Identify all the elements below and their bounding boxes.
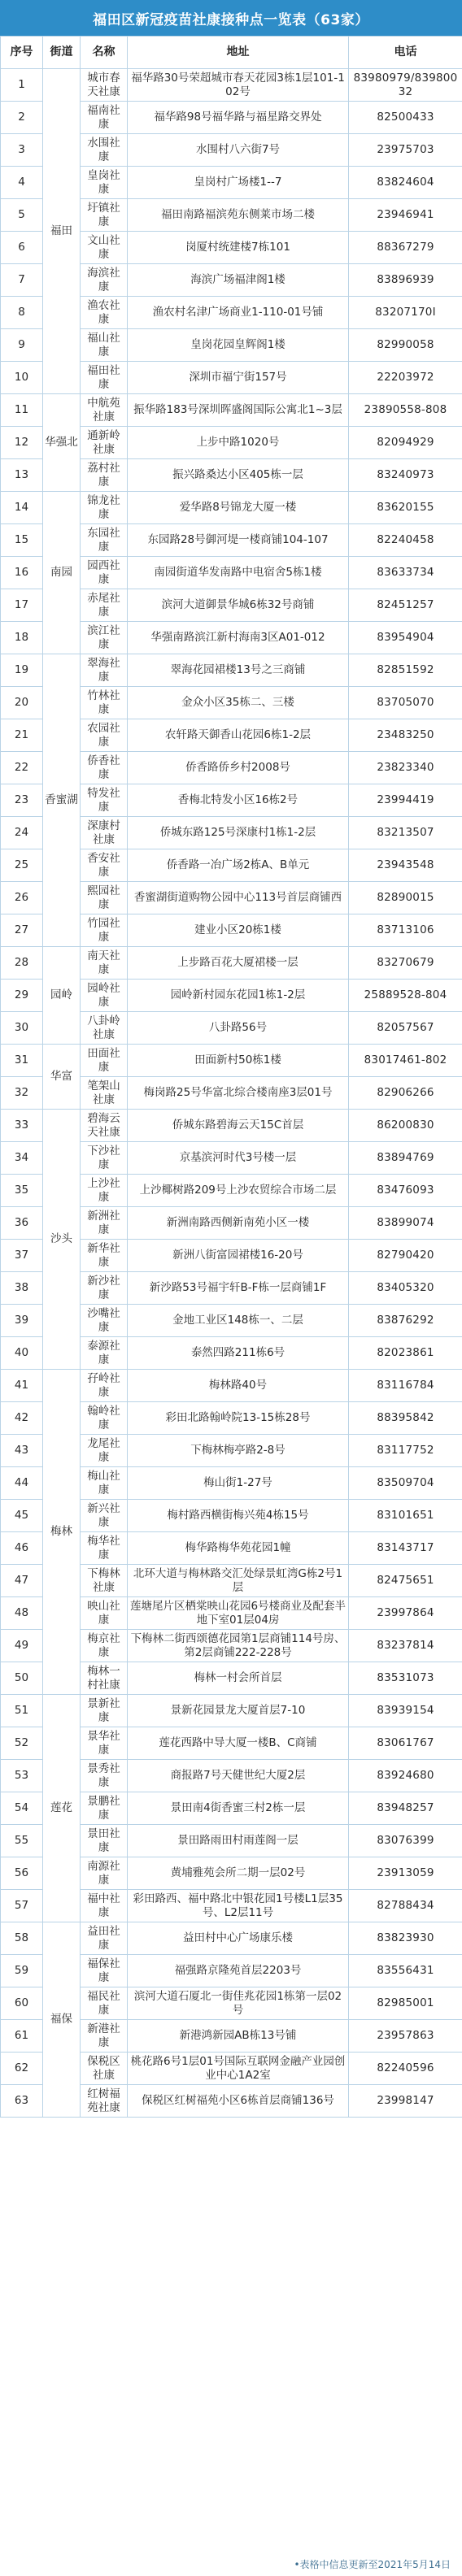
site-phone: 83620155: [349, 492, 462, 524]
header-address: 地址: [128, 37, 349, 69]
jiedao-cell: 沙头: [43, 1110, 81, 1370]
site-phone: 82475651: [349, 1565, 462, 1597]
site-name: 福山社康: [81, 329, 128, 362]
site-phone: 83270679: [349, 947, 462, 980]
row-number: 26: [1, 882, 43, 914]
site-name: 通新岭社康: [81, 427, 128, 459]
site-name: 熙园社康: [81, 882, 128, 914]
site-name: 笔架山社康: [81, 1077, 128, 1110]
site-name: 中航苑社康: [81, 394, 128, 427]
row-number: 17: [1, 589, 43, 622]
row-number: 56: [1, 1857, 43, 1890]
site-name: 锦龙社康: [81, 492, 128, 524]
site-address: 金众小区35栋二、三楼: [128, 687, 349, 719]
row-number: 3: [1, 134, 43, 167]
site-phone: 83017461-802: [349, 1045, 462, 1077]
site-name: 福保社康: [81, 1955, 128, 1987]
site-address: 下梅林梅亭路2-8号: [128, 1435, 349, 1467]
site-phone: 23997864: [349, 1597, 462, 1630]
site-phone: 82451257: [349, 589, 462, 622]
row-number: 27: [1, 914, 43, 947]
site-address: 莲花西路中导大厦一楼B、C商铺: [128, 1727, 349, 1760]
site-name: 八卦岭社康: [81, 1012, 128, 1045]
row-number: 45: [1, 1500, 43, 1532]
site-name: 田面社康: [81, 1045, 128, 1077]
site-address: 梅山街1-27号: [128, 1467, 349, 1500]
site-address: 滨河大道石厦北一街佳兆花园1栋第一层02号: [128, 1987, 349, 2020]
site-address: 香梅北特发小区16栋2号: [128, 784, 349, 817]
site-address: 水围村八六街7号: [128, 134, 349, 167]
site-name: 渔农社康: [81, 297, 128, 329]
site-address: 北环大道与梅林路交汇处绿景虹湾G栋2号1层: [128, 1565, 349, 1597]
row-number: 60: [1, 1987, 43, 2020]
site-address: 梅岗路25号华富北综合楼南座3层01号: [128, 1077, 349, 1110]
row-number: 44: [1, 1467, 43, 1500]
site-name: 翰岭社康: [81, 1402, 128, 1435]
site-name: 文山社康: [81, 232, 128, 264]
row-number: 59: [1, 1955, 43, 1987]
site-address: 莲塘尾片区栖棠映山花园6号楼商业及配套半地下室01层04房: [128, 1597, 349, 1630]
site-name: 竹园社康: [81, 914, 128, 947]
row-number: 15: [1, 524, 43, 557]
site-name: 香安社康: [81, 849, 128, 882]
site-phone: 23913059: [349, 1857, 462, 1890]
site-name: 碧海云天社康: [81, 1110, 128, 1142]
table-row: [1, 1110, 462, 1142]
site-phone: 83713106: [349, 914, 462, 947]
site-phone: 83899074: [349, 1207, 462, 1240]
site-phone: 23823340: [349, 752, 462, 784]
site-address: 香蜜湖街道购物公园中心113号首层商铺西: [128, 882, 349, 914]
row-number: 4: [1, 167, 43, 199]
site-phone: 82094929: [349, 427, 462, 459]
row-number: 62: [1, 2053, 43, 2085]
site-phone: 82240458: [349, 524, 462, 557]
site-address: 爱华路8号锦龙大厦一楼: [128, 492, 349, 524]
site-phone: 83633734: [349, 557, 462, 589]
row-number: 40: [1, 1337, 43, 1370]
site-address: 景新花园景龙大厦首层7-10: [128, 1695, 349, 1727]
jiedao-cell: 香蜜湖: [43, 654, 81, 947]
site-phone: 83143717: [349, 1532, 462, 1565]
site-address: 新洲南路西侧新南苑小区一楼: [128, 1207, 349, 1240]
site-phone: 83556431: [349, 1955, 462, 1987]
jiedao-cell: 福田: [43, 69, 81, 394]
header-name: 名称: [81, 37, 128, 69]
row-number: 58: [1, 1922, 43, 1955]
site-phone: 83876292: [349, 1305, 462, 1337]
site-name: 新洲社康: [81, 1207, 128, 1240]
site-phone: 83061767: [349, 1727, 462, 1760]
site-name: 福中社康: [81, 1890, 128, 1922]
site-phone: 83076399: [349, 1825, 462, 1857]
site-name: 景华社康: [81, 1727, 128, 1760]
site-address: 田面新村50栋1楼: [128, 1045, 349, 1077]
row-number: 37: [1, 1240, 43, 1272]
row-number: 53: [1, 1760, 43, 1792]
site-address: 泰然四路211栋6号: [128, 1337, 349, 1370]
row-number: 48: [1, 1597, 43, 1630]
site-phone: 83948257: [349, 1792, 462, 1825]
row-number: 11: [1, 394, 43, 427]
row-number: 22: [1, 752, 43, 784]
site-phone: 23483250: [349, 719, 462, 752]
site-name: 农园社康: [81, 719, 128, 752]
site-address: 福田南路福滨苑东侧莱市场二楼: [128, 199, 349, 232]
site-name: 益田社康: [81, 1922, 128, 1955]
site-phone: 23890558-808: [349, 394, 462, 427]
site-address: 京基滨河时代3号楼一层: [128, 1142, 349, 1175]
row-number: 42: [1, 1402, 43, 1435]
row-number: 7: [1, 264, 43, 297]
site-name: 南天社康: [81, 947, 128, 980]
row-number: 19: [1, 654, 43, 687]
row-number: 43: [1, 1435, 43, 1467]
row-number: 10: [1, 362, 43, 394]
site-name: 园西社康: [81, 557, 128, 589]
site-phone: 83705070: [349, 687, 462, 719]
row-number: 1: [1, 69, 43, 102]
row-number: 6: [1, 232, 43, 264]
site-address: 园岭新村园东花园1栋1-2层: [128, 980, 349, 1012]
site-address: 彩田路西、福中路北中银花园1号楼L1层35号、L2层11号: [128, 1890, 349, 1922]
site-name: 龙尾社康: [81, 1435, 128, 1467]
site-address: 保税区红树福苑小区6栋首层商铺136号: [128, 2085, 349, 2118]
row-number: 25: [1, 849, 43, 882]
site-name: 园岭社康: [81, 980, 128, 1012]
site-phone: 82500433: [349, 102, 462, 134]
site-address: 皇岗村广场楼1--7: [128, 167, 349, 199]
site-name: 景秀社康: [81, 1760, 128, 1792]
site-address: 新沙路53号福宇轩B-F栋一层商铺1F: [128, 1272, 349, 1305]
site-name: 福南社康: [81, 102, 128, 134]
vaccination-sites-table: [0, 36, 462, 2118]
site-address: 梅林路40号: [128, 1370, 349, 1402]
site-address: 新港鸿新园AB栋13号铺: [128, 2020, 349, 2053]
row-number: 63: [1, 2085, 43, 2118]
row-number: 23: [1, 784, 43, 817]
site-phone: 23998147: [349, 2085, 462, 2118]
site-name: 梅华社康: [81, 1532, 128, 1565]
site-address: 华强南路滨江新村海南3区A01-012: [128, 622, 349, 654]
site-address: 侨香路一冶广场2栋A、B单元: [128, 849, 349, 882]
site-phone: 83213507: [349, 817, 462, 849]
site-address: 振兴路桑达小区405栋一层: [128, 459, 349, 492]
site-phone: 23975703: [349, 134, 462, 167]
site-phone: 86200830: [349, 1110, 462, 1142]
site-name: 梅林一村社康: [81, 1662, 128, 1695]
header-no: 序号: [1, 37, 43, 69]
row-number: 13: [1, 459, 43, 492]
row-number: 38: [1, 1272, 43, 1305]
site-address: 上步路百花大厦裙楼一层: [128, 947, 349, 980]
site-address: 翠海花园裙楼13号之三商铺: [128, 654, 349, 687]
site-address: 黄埔雅苑会所二期一层02号: [128, 1857, 349, 1890]
site-name: 梅山社康: [81, 1467, 128, 1500]
row-number: 20: [1, 687, 43, 719]
site-address: 景田路雨田村雨莲阁一层: [128, 1825, 349, 1857]
row-number: 12: [1, 427, 43, 459]
site-name: 下沙社康: [81, 1142, 128, 1175]
site-phone: 83531073: [349, 1662, 462, 1695]
row-number: 14: [1, 492, 43, 524]
site-phone: 83896939: [349, 264, 462, 297]
site-phone: 25889528-804: [349, 980, 462, 1012]
site-address: 金地工业区148栋一、二层: [128, 1305, 349, 1337]
header-jiedao: 街道: [43, 37, 81, 69]
header-row: [1, 37, 462, 69]
site-address: 下梅林二街西颂德花园第1层商铺114号房、第2层商铺222-228号: [128, 1630, 349, 1662]
site-phone: 83117752: [349, 1435, 462, 1467]
row-number: 39: [1, 1305, 43, 1337]
row-number: 35: [1, 1175, 43, 1207]
site-phone: 23994419: [349, 784, 462, 817]
jiedao-cell: 梅林: [43, 1370, 81, 1695]
site-phone: 23957863: [349, 2020, 462, 2053]
jiedao-cell: 南园: [43, 492, 81, 654]
table-row: [1, 394, 462, 427]
site-name: 荔村社康: [81, 459, 128, 492]
site-address: 滨河大道御景华城6栋32号商铺: [128, 589, 349, 622]
site-name: 梅京社康: [81, 1630, 128, 1662]
row-number: 32: [1, 1077, 43, 1110]
site-name: 景田社康: [81, 1825, 128, 1857]
site-name: 新港社康: [81, 2020, 128, 2053]
row-number: 47: [1, 1565, 43, 1597]
site-phone: 82990058: [349, 329, 462, 362]
row-number: 57: [1, 1890, 43, 1922]
site-phone: 83980979/83980032: [349, 69, 462, 102]
row-number: 16: [1, 557, 43, 589]
site-phone: 83824604: [349, 167, 462, 199]
site-name: 福田社康: [81, 362, 128, 394]
table-row: [1, 492, 462, 524]
site-address: 益田村中心广场康乐楼: [128, 1922, 349, 1955]
site-phone: 83116784: [349, 1370, 462, 1402]
site-address: 新洲八街富园裙楼16-20号: [128, 1240, 349, 1272]
site-phone: 83939154: [349, 1695, 462, 1727]
site-name: 新华社康: [81, 1240, 128, 1272]
site-name: 侨香社康: [81, 752, 128, 784]
row-number: 33: [1, 1110, 43, 1142]
site-phone: 82851592: [349, 654, 462, 687]
site-phone: 83954904: [349, 622, 462, 654]
site-address: 南园街道华发南路中电宿舍5栋1楼: [128, 557, 349, 589]
row-number: 41: [1, 1370, 43, 1402]
table-row: [1, 1045, 462, 1077]
row-number: 31: [1, 1045, 43, 1077]
table-body: [1, 69, 462, 2118]
site-name: 城市春天社康: [81, 69, 128, 102]
site-phone: 82906266: [349, 1077, 462, 1110]
site-phone: 82240596: [349, 2053, 462, 2085]
site-phone: 22203972: [349, 362, 462, 394]
row-number: 50: [1, 1662, 43, 1695]
site-name: 特发社康: [81, 784, 128, 817]
site-name: 保税区社康: [81, 2053, 128, 2085]
site-address: 侨城东路碧海云天15C首层: [128, 1110, 349, 1142]
site-name: 红树福苑社康: [81, 2085, 128, 2118]
site-name: 南源社康: [81, 1857, 128, 1890]
site-address: 海滨广场福津阁1楼: [128, 264, 349, 297]
row-number: 54: [1, 1792, 43, 1825]
row-number: 30: [1, 1012, 43, 1045]
site-address: 岗厦村统建楼7栋101: [128, 232, 349, 264]
site-address: 上沙椰树路209号上沙农贸综合市场二层: [128, 1175, 349, 1207]
row-number: 51: [1, 1695, 43, 1727]
row-number: 52: [1, 1727, 43, 1760]
site-name: 深康村社康: [81, 817, 128, 849]
jiedao-cell: 华强北: [43, 394, 81, 492]
site-name: 下梅林社康: [81, 1565, 128, 1597]
site-address: 东园路28号御河堤一楼商铺104-107: [128, 524, 349, 557]
row-number: 28: [1, 947, 43, 980]
row-number: 49: [1, 1630, 43, 1662]
site-name: 景新社康: [81, 1695, 128, 1727]
site-name: 翠海社康: [81, 654, 128, 687]
site-phone: 83237814: [349, 1630, 462, 1662]
row-number: 34: [1, 1142, 43, 1175]
site-address: 桃花路6号1层01号国际互联网金融产业园创业中心1A2室: [128, 2053, 349, 2085]
site-address: 皇岗花园皇辉阁1楼: [128, 329, 349, 362]
site-name: 福民社康: [81, 1987, 128, 2020]
table-row: [1, 1695, 462, 1727]
site-name: 滨江社康: [81, 622, 128, 654]
site-name: 新沙社康: [81, 1272, 128, 1305]
row-number: 24: [1, 817, 43, 849]
site-address: 商报路7号天健世纪大厦2层: [128, 1760, 349, 1792]
site-phone: 88367279: [349, 232, 462, 264]
jiedao-cell: 福保: [43, 1922, 81, 2118]
table-row: [1, 1922, 462, 1955]
site-phone: 88395842: [349, 1402, 462, 1435]
table-title: 福田区新冠疫苗社康接种点一览表（63家）: [0, 0, 462, 36]
site-phone: 82788434: [349, 1890, 462, 1922]
site-phone: 82057567: [349, 1012, 462, 1045]
site-name: 赤尾社康: [81, 589, 128, 622]
site-address: 渔农村名津广场商业1-110-01号铺: [128, 297, 349, 329]
site-name: 孖岭社康: [81, 1370, 128, 1402]
row-number: 8: [1, 297, 43, 329]
site-address: 福华路30号荣超城市春天花园3栋1层101-102号: [128, 69, 349, 102]
site-phone: 83207170I: [349, 297, 462, 329]
site-phone: 83405320: [349, 1272, 462, 1305]
row-number: 55: [1, 1825, 43, 1857]
table-row: [1, 1370, 462, 1402]
jiedao-cell: 莲花: [43, 1695, 81, 1922]
site-address: 福华路98号福华路与福星路交界处: [128, 102, 349, 134]
site-phone: 83509704: [349, 1467, 462, 1500]
site-name: 沙嘴社康: [81, 1305, 128, 1337]
site-address: 建业小区20栋1楼: [128, 914, 349, 947]
site-address: 八卦路56号: [128, 1012, 349, 1045]
site-phone: 83476093: [349, 1175, 462, 1207]
site-name: 海滨社康: [81, 264, 128, 297]
site-name: 泰源社康: [81, 1337, 128, 1370]
row-number: 18: [1, 622, 43, 654]
site-phone: 82985001: [349, 1987, 462, 2020]
site-phone: 83924680: [349, 1760, 462, 1792]
site-name: 水围社康: [81, 134, 128, 167]
row-number: 29: [1, 980, 43, 1012]
row-number: 61: [1, 2020, 43, 2053]
row-number: 46: [1, 1532, 43, 1565]
site-phone: 23946941: [349, 199, 462, 232]
site-address: 振华路183号深圳晖盛阁国际公寓北1~3层: [128, 394, 349, 427]
site-address: 梅村路西横街梅兴苑4栋15号: [128, 1500, 349, 1532]
site-address: 深圳市福宁街157号: [128, 362, 349, 394]
row-number: 2: [1, 102, 43, 134]
row-number: 21: [1, 719, 43, 752]
jiedao-cell: 园岭: [43, 947, 81, 1045]
site-name: 竹林社康: [81, 687, 128, 719]
site-name: 圩镇社康: [81, 199, 128, 232]
site-phone: 82790420: [349, 1240, 462, 1272]
site-address: 上步中路1020号: [128, 427, 349, 459]
site-phone: 83894769: [349, 1142, 462, 1175]
site-name: 映山社康: [81, 1597, 128, 1630]
site-address: 梅林一村会所首层: [128, 1662, 349, 1695]
site-name: 上沙社康: [81, 1175, 128, 1207]
row-number: 9: [1, 329, 43, 362]
site-phone: 82023861: [349, 1337, 462, 1370]
row-number: 36: [1, 1207, 43, 1240]
site-address: 侨城东路125号深康村1栋1-2层: [128, 817, 349, 849]
site-phone: 83240973: [349, 459, 462, 492]
site-phone: 23943548: [349, 849, 462, 882]
table-row: [1, 654, 462, 687]
table-row: [1, 69, 462, 102]
site-name: 景鹏社康: [81, 1792, 128, 1825]
site-address: 梅华路梅华苑花园1幢: [128, 1532, 349, 1565]
site-phone: 83101651: [349, 1500, 462, 1532]
site-name: 新兴社康: [81, 1500, 128, 1532]
site-address: 农轩路天御香山花园6栋1-2层: [128, 719, 349, 752]
update-footnote: •表格中信息更新至2021年5月14日: [294, 2559, 451, 2570]
site-address: 侨香路侨乡村2008号: [128, 752, 349, 784]
site-name: 东园社康: [81, 524, 128, 557]
jiedao-cell: 华富: [43, 1045, 81, 1110]
site-phone: 82890015: [349, 882, 462, 914]
site-address: 福强路京隆苑首层2203号: [128, 1955, 349, 1987]
site-name: 皇岗社康: [81, 167, 128, 199]
table-row: [1, 947, 462, 980]
row-number: 5: [1, 199, 43, 232]
site-address: 彩田北路翰岭院13-15栋28号: [128, 1402, 349, 1435]
header-phone: 电话: [349, 37, 462, 69]
site-phone: 83823930: [349, 1922, 462, 1955]
site-address: 景田南4街香蜜三村2栋一层: [128, 1792, 349, 1825]
